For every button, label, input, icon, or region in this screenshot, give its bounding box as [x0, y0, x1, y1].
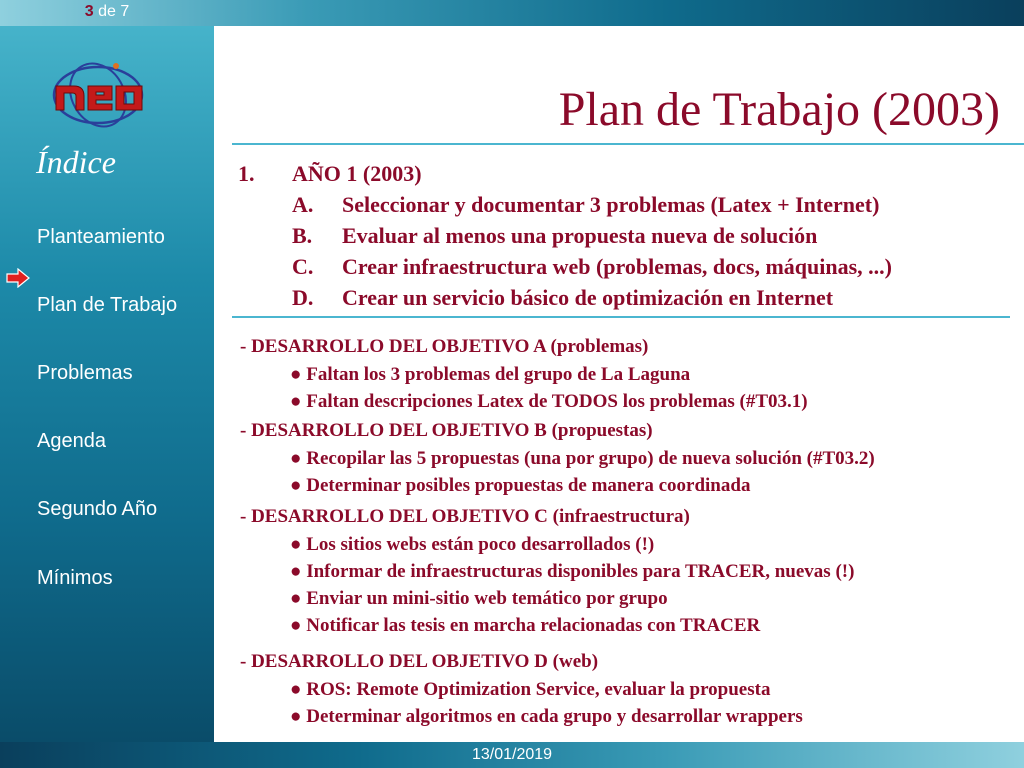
outline-heading: AÑO 1 (2003): [292, 161, 422, 186]
index-title: Índice: [36, 144, 116, 180]
section-heading: - DESARROLLO DEL OBJETIVO D (web): [240, 651, 599, 672]
outline-item: [238, 220, 1008, 251]
section-bullet: ● Notificar las tesis en marcha relacionadas con TRACER: [290, 615, 761, 636]
slide-title: Plan de Trabajo (2003): [558, 83, 1000, 136]
neo-logo-icon: [46, 58, 150, 128]
outline-item-text: Seleccionar y documentar 3 problemas (Latex + Internet): [342, 192, 880, 217]
sidebar-item-problemas[interactable]: Problemas: [37, 362, 133, 384]
outline-number: 1.: [238, 161, 255, 186]
page-counter: [0, 0, 214, 26]
sidebar-item-planteamiento[interactable]: Planteamiento: [37, 226, 165, 248]
outline-heading-row: [238, 158, 1008, 189]
section-bullet: ● Los sitios webs están poco desarrollados (!): [290, 534, 655, 555]
objective-c-section: [240, 503, 854, 639]
section-bullet: ● Faltan descripciones Latex de TODOS los problemas (#T03.1): [290, 391, 808, 412]
section-bullet: ● Enviar un mini-sitio web temático por grupo: [290, 588, 668, 609]
section-bullet: ● Determinar posibles propuestas de manera coordinada: [290, 475, 751, 496]
outline-item: [238, 251, 1008, 282]
sidebar-item-plan-de-trabajo[interactable]: Plan de Trabajo: [37, 294, 178, 316]
section-divider: [232, 316, 1010, 318]
footer-date: 13/01/2019: [471, 746, 553, 763]
page-current: 3: [84, 3, 94, 20]
sidebar-item-minimos[interactable]: Mínimos: [37, 567, 113, 589]
section-heading: - DESARROLLO DEL OBJETIVO C (infraestructura): [240, 506, 690, 527]
section-bullet: ● Faltan los 3 problemas del grupo de La Laguna: [290, 364, 691, 385]
outline-item-label: D.: [292, 285, 314, 310]
section-heading: - DESARROLLO DEL OBJETIVO B (propuestas): [240, 420, 653, 441]
outline-item-label: B.: [292, 223, 313, 248]
title-divider: [232, 143, 1024, 145]
outline-item: [238, 282, 1008, 313]
objective-d-section: [240, 648, 803, 730]
outline-item-text: Crear infraestructura web (problemas, docs, máquinas, ...): [342, 254, 892, 279]
section-bullet: ● Determinar algoritmos en cada grupo y desarrollar wrappers: [290, 706, 803, 727]
objective-b-section: [240, 417, 875, 499]
outline-item: [238, 189, 1008, 220]
outline-item-label: C.: [292, 254, 314, 279]
section-bullet: ● Informar de infraestructuras disponibles para TRACER, nuevas (!): [290, 561, 855, 582]
outline-item-text: Evaluar al menos una propuesta nueva de solución: [342, 223, 818, 248]
outline: [238, 158, 1008, 313]
outline-item-label: A.: [292, 192, 314, 217]
section-heading: - DESARROLLO DEL OBJETIVO A (problemas): [240, 336, 649, 357]
outline-item-text: Crear un servicio básico de optimización en Internet: [342, 285, 834, 310]
section-bullet: ● ROS: Remote Optimization Service, evaluar la propuesta: [290, 679, 771, 700]
current-page-arrow-icon: [6, 268, 30, 288]
sidebar-item-segundo-ano[interactable]: Segundo Año: [37, 498, 158, 520]
section-bullet: ● Recopilar las 5 propuestas (una por grupo) de nueva solución (#T03.2): [290, 448, 875, 469]
page-of: de 7: [98, 3, 130, 20]
objective-a-section: [240, 333, 808, 415]
sidebar-item-agenda[interactable]: Agenda: [37, 430, 106, 452]
